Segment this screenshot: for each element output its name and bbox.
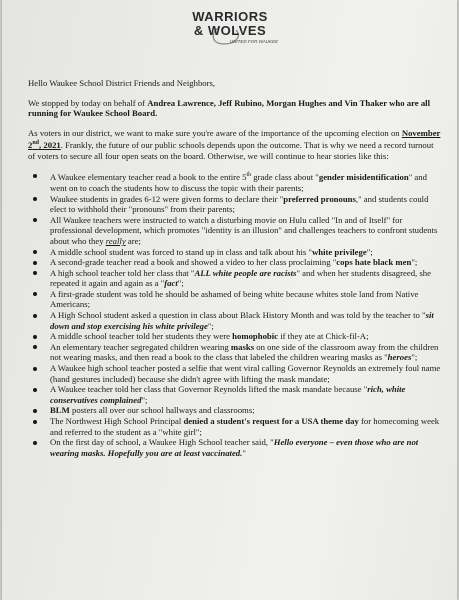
list-item — [28, 331, 442, 342]
bullet-icon — [33, 314, 37, 318]
candidate-names: Andrea Lawrence, Jeff Rubino, Morgan Hughes and Vin Thaker who are all running for Waukee School Board. — [28, 97, 430, 119]
item-text: "; — [141, 394, 148, 405]
item-text: An elementary teacher segregated children wearing — [50, 341, 231, 352]
letter-body — [28, 78, 442, 458]
item-bold: masks — [230, 341, 255, 352]
list-item — [28, 268, 442, 289]
item-text: Waukee students in grades 6-12 were given forms to declare their " — [50, 193, 284, 204]
item-text: A Waukee elementary teacher read a book to the entire 5 — [50, 172, 247, 183]
item-text: The Northwest High School Principal — [50, 416, 184, 426]
item-text: A Waukee high school teacher posted a selfie that went viral calling Governor Reynolds an extremely foul name (hand gestures included) because she didn't agree with lifting the mask mandate; — [50, 363, 441, 384]
election-paragraph — [28, 128, 442, 162]
item-text: are; — [125, 235, 141, 246]
list-item — [28, 342, 442, 363]
item-text: A High School student asked a question in class about Black History Month and was told by the teacher to " — [50, 310, 426, 321]
logo-line-2: & WOLVES — [193, 23, 267, 38]
bullet-icon — [33, 367, 37, 371]
item-text: " and went on to coach the students how to discuss the topic with their parents; — [50, 172, 427, 193]
election-text-1: As voters in our district, we want to make sure you're aware of the importance of the upcoming election on — [28, 127, 402, 138]
bullet-icon — [33, 218, 37, 222]
item-text: A second-grade teacher read a book and showed a video to her class proclaiming " — [50, 257, 337, 268]
list-item — [28, 437, 442, 458]
item-underline: really — [105, 235, 126, 246]
item-text: All Waukee teachers were instructed to watch a disturbing movie on Hulu called "In and of Itself" for professional development, which promotes "identity is an illusion" and challenges teachers to confront students about who they — [50, 214, 438, 246]
intro-paragraph — [28, 98, 442, 119]
bullet-icon — [33, 292, 37, 296]
item-bold: gender misidentification — [318, 172, 409, 183]
bullet-icon — [33, 261, 37, 265]
election-date-suffix: nd — [32, 140, 40, 147]
list-item — [28, 289, 442, 310]
item-text: " — [242, 447, 246, 458]
election-date-year: , 2021 — [39, 140, 61, 151]
item-text: on one side of the classroom away from the children not wearing masks, and then read a book to the class that labeled the children wearing masks as " — [50, 341, 439, 363]
item-bold: white privilege — [311, 246, 367, 257]
stories-list — [28, 170, 442, 458]
bullet-icon — [33, 420, 37, 424]
item-text: "; — [207, 320, 214, 331]
logo-line-1: WARRIORS — [192, 9, 268, 24]
letter-page — [2, 0, 457, 600]
item-bold-italic: fact — [164, 278, 178, 289]
item-bold: homophobic — [232, 331, 279, 342]
item-text: A Waukee teacher told her class that Governor Reynolds lifted the mask mandate because " — [50, 384, 368, 395]
election-date-main: November 2 — [28, 127, 441, 151]
bullet-icon — [33, 388, 37, 392]
greeting: Hello Waukee School District Friends and Neighbors, — [28, 78, 216, 88]
item-text: A middle school teacher told her students they were — [50, 331, 233, 342]
item-text: A first-grade student was told he should be ashamed of being white because whites stole land from Native Americans; — [50, 288, 419, 310]
item-bold: BLM — [50, 405, 70, 416]
warriors-wolves-logo — [180, 8, 280, 48]
list-item — [28, 363, 442, 384]
list-item — [28, 247, 442, 258]
list-item — [28, 405, 442, 416]
item-bold-italic: sit down and stop exercising his white privilege — [50, 310, 434, 331]
bullet-icon — [33, 271, 37, 275]
item-sup: th — [246, 172, 252, 179]
item-text: A middle school student was forced to stand up in class and talk about his " — [50, 246, 312, 257]
item-bold-italic: rich, white conservatives complained — [50, 384, 406, 405]
intro-text: We stopped by today on behalf of — [28, 97, 148, 108]
bullet-icon — [33, 441, 37, 445]
bullet-icon — [33, 250, 37, 254]
item-bold: preferred pronouns — [283, 193, 356, 204]
item-bold-italic: Hello everyone – even those who are not wearing masks. Hopefully you are at least vaccinated. — [50, 437, 419, 458]
list-item — [28, 416, 442, 437]
item-bold-italic: heroes — [387, 352, 412, 363]
logo-tagline: UNITED FOR WAUKEE — [229, 39, 278, 44]
item-bold: cops hate black men — [336, 257, 412, 268]
bullet-icon — [33, 174, 37, 178]
item-text: ," and students could elect to withhold their "pronouns" from their parents; — [50, 193, 429, 215]
item-text: On the first day of school, a Waukee High School teacher said, " — [50, 437, 274, 448]
bullet-icon — [33, 335, 37, 339]
item-text: "; — [366, 246, 373, 257]
item-text: "; — [411, 352, 418, 363]
bullet-icon — [33, 409, 37, 413]
item-text: for homecoming week and referred to the student as a "white girl"; — [50, 416, 440, 437]
list-item — [28, 194, 442, 215]
item-text: posters all over our school hallways and classrooms; — [69, 405, 255, 416]
item-bold-italic: ALL white people are racists — [194, 267, 297, 278]
bullet-icon — [33, 345, 37, 349]
list-item — [28, 215, 442, 247]
list-item — [28, 310, 442, 331]
list-item — [28, 257, 442, 268]
list-item — [28, 384, 442, 405]
item-text: "; — [177, 278, 184, 289]
list-item — [28, 170, 442, 193]
item-text: "; — [411, 257, 418, 268]
bullet-icon — [33, 197, 37, 201]
election-text-2: . Frankly, the future of our public schools depends upon the outcome. That is why we need a record turnout of voters to secure all four open seats on the board. Otherwise, we will continue to hear stories like this: — [28, 140, 434, 161]
item-bold: denied a student's request for a USA theme day — [183, 416, 359, 426]
item-text: " and when her students disagreed, she repeated it again and again as a " — [50, 267, 431, 289]
item-text: if they ate at Chick-fil-A; — [278, 331, 369, 342]
item-text: grade class about " — [251, 172, 319, 183]
item-text: A high school teacher told her class that " — [50, 267, 195, 278]
